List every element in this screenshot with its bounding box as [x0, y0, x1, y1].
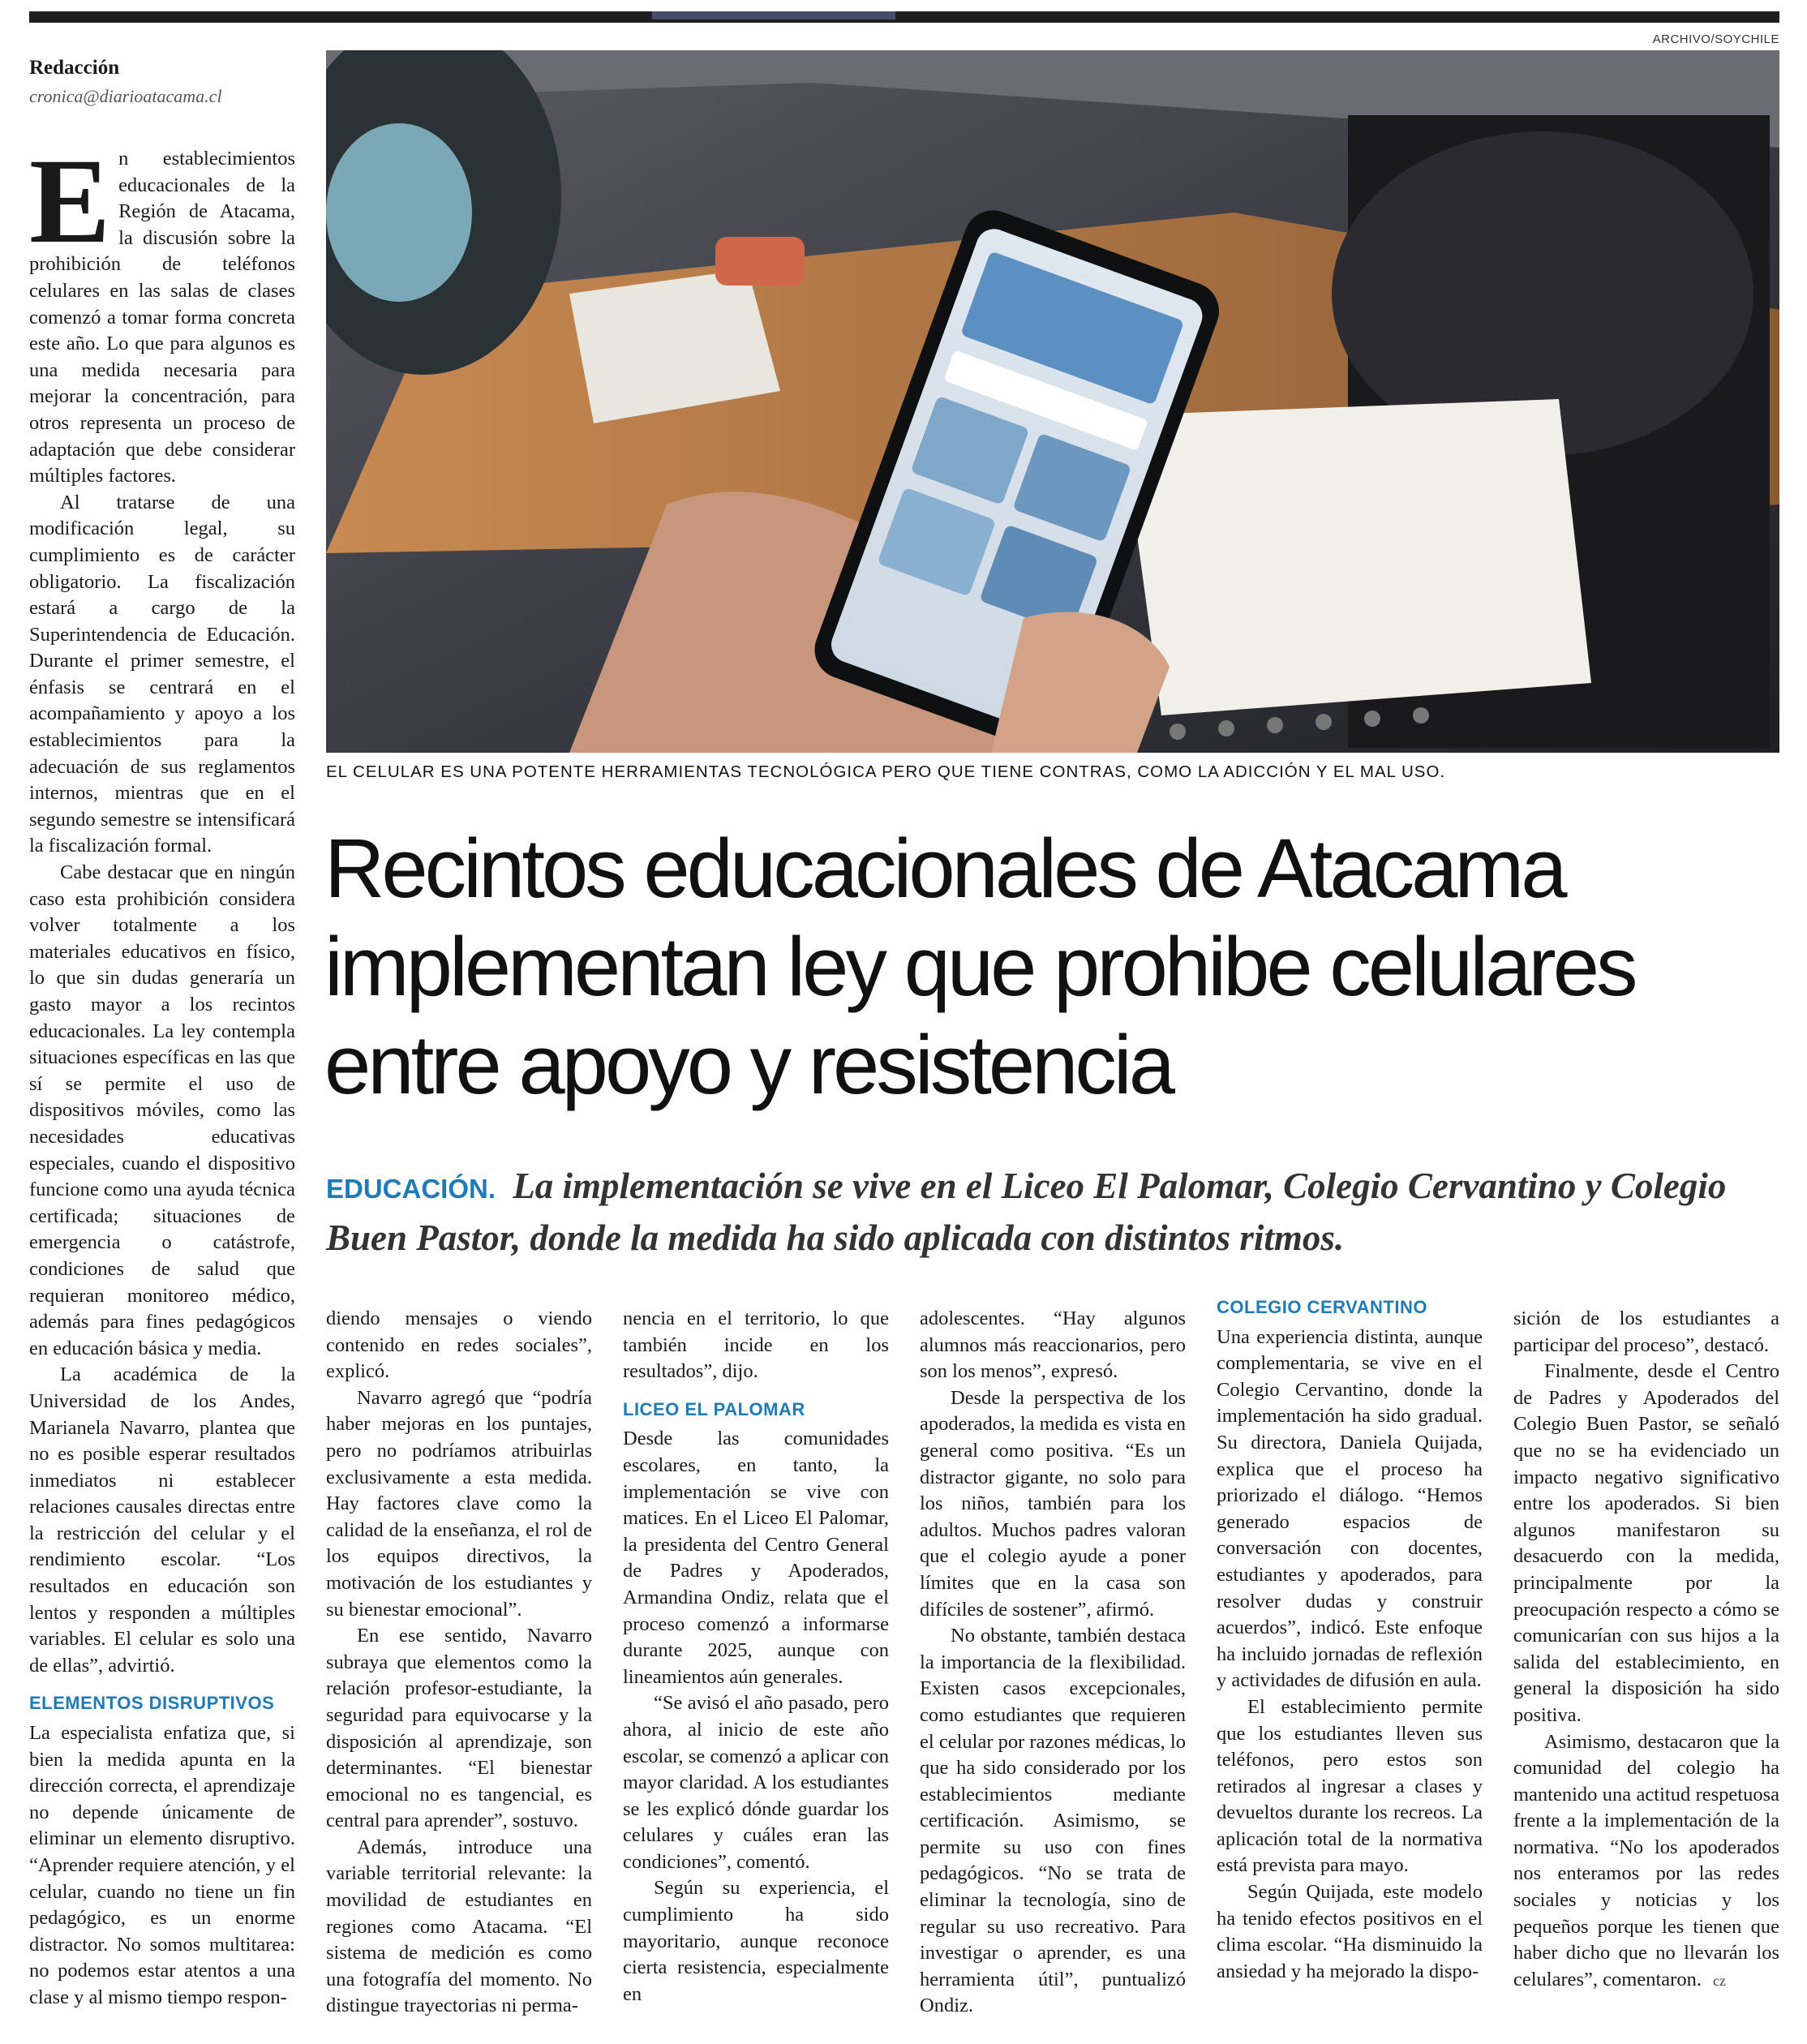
photo-illustration [326, 50, 1779, 753]
subhead-liceo-el-palomar: LICEO EL PALOMAR [623, 1398, 805, 1419]
photo-credit: ARCHIVO/SOYCHILE [1652, 32, 1779, 46]
article-photo [326, 50, 1779, 753]
byline-author: Redacción [29, 57, 120, 79]
lead-text: La implementación se vive en el Liceo El Palomar, Colegio Cervantino y Colegio Buen Pastor, donde la medida ha sido aplicada con distintos ritmos. [326, 1166, 1727, 1258]
body-paragraph: Desde la perspectiva de los apoderados, la medida es vista en general como positiva. “Es un distractor gigante, no solo para los niños, también para los adultos. Muchos padres valoran que el colegio ayude a poner límites que en la casa son difíciles de sostener”, afirmó. [920, 1386, 1186, 1621]
body-paragraph: Al tratarse de una modificación legal, su cumplimiento es de carácter obligatorio. La fiscalización estará a cargo de la Superintendencia de Educación. Durante el primer semestre, el énfasis se centrará en el acompañamiento y apoyo a los establecimientos para la adecuación de sus reglamentos internos, mientras que en el segundo semestre se intensificará la fiscalización formal. [29, 491, 295, 857]
body-paragraph: Además, introduce una variable territorial relevante: la movilidad de estudiantes en regiones como Atacama. “El sistema de medición es como una fotografía del momento. No distingue trayectorias ni perma- [326, 1836, 592, 2017]
end-mark: cz [1712, 1972, 1726, 1989]
byline-email: cronica@diarioatacama.cl [29, 86, 222, 106]
subhead-elementos-disruptivos: ELEMENTOS DISRUPTIVOS [29, 1693, 275, 1714]
body-paragraph: Según Quijada, este modelo ha tenido efectos positivos en el clima escolar. “Ha disminuido la ansiedad y ha mejorado la dispo- [1217, 1881, 1483, 1982]
article-column-3 [623, 1306, 889, 2008]
headline: Recintos educacionales de Atacama implementan ley que prohibe celulares entre apoyo y resistencia [324, 822, 1635, 1111]
body-paragraph [29, 134, 295, 490]
body-paragraph: Finalmente, desde el Centro de Padres y Apoderados del Colegio Buen Pastor, se señaló que no se ha evidenciado un impacto negativo significativo entre los apoderados. Si bien algunos manifestaron su desacuerdo con la medida, principalmente por la preocupación respecto a cómo se comunicarían con sus hijos a la salida del establecimiento, en general la disposición ha sido positiva. [1513, 1360, 1779, 1726]
lead-paragraph [326, 1162, 1778, 1262]
body-paragraph: El establecimiento permite que los estudiantes lleven sus teléfonos, pero estos son retirados al ingresar a clases y devueltos durante los recreos. La aplicación total de la normativa está prevista para mayo. [1217, 1695, 1483, 1877]
body-paragraph: No obstante, también destaca la importancia de la flexibilidad. Existen casos excepcionales, como estudiantes que requieren el celular por razones médicas, lo que ha sido considerado por los establecimientos mediante certificación. Asimismo, se permite su uso con fines pedagógicos. “No se trata de eliminar la tecnología, sino de regular su uso recreativo. Para investigar o aprender, es una herramienta útil”, puntualizó Ondiz. [920, 1625, 1186, 2017]
article-column-1 [29, 134, 295, 2012]
body-paragraph: Desde las comunidades escolares, en tanto, la implementación se vive con matices. En el Liceo El Palomar, la presidenta del Centro General de Padres y Apoderados, Armandina Ondiz, relata que el proceso comenzó a informarse durante 2025, aunque con lineamientos aún generales. [623, 1428, 889, 1688]
article-column-6 [1513, 1306, 1779, 1994]
body-paragraph: En ese sentido, Navarro subraya que elementos como la relación profesor-estudiante, la seguridad para equivocarse y la disposición al aprendizaje, son determinantes. “El bienestar emocional no es tangencial, es central para aprender”, sostuvo. [326, 1625, 592, 1832]
body-paragraph: diendo mensajes o viendo contenido en redes sociales”, explicó. [326, 1308, 592, 1383]
subhead-colegio-cervantino: COLEGIO CERVANTINO [1217, 1297, 1427, 1317]
body-paragraph: Según su experiencia, el cumplimiento ha sido mayoritario, aunque reconoce cierta resistencia, especialmente en [623, 1877, 889, 2005]
photo-caption: EL CELULAR ES UNA POTENTE HERRAMIENTAS TECNOLÓGICA PERO QUE TIENE CONTRAS, COMO LA ADICCIÓN Y EL MAL USO. [326, 762, 1446, 781]
lead-section-tag: EDUCACIÓN. [326, 1174, 496, 1204]
body-paragraph [1513, 1729, 1779, 1995]
body-paragraph: Navarro agregó que “podría haber mejoras en los puntajes, pero no podríamos atribuirlas exclusivamente a esta medida. Hay factores clave como la calidad de la enseñanza, el rol de los equipos directivos, la motivación de los estudiantes y su bienestar emocional”. [326, 1386, 592, 1621]
body-paragraph: La académica de la Universidad de los Andes, Marianela Navarro, plantea que no es posible esperar resultados inmediatos ni establecer relaciones causales directas entre la restricción del celular y el rendimiento escolar. “Los resultados en educación son lentos y responden a múltiples variables. El celular es solo una de ellas”, advirtió. [29, 1363, 295, 1677]
article-column-2 [326, 1306, 592, 2020]
article-column-4 [920, 1306, 1186, 2020]
body-paragraph: “Se avisó el año pasado, pero ahora, al inicio de este año escolar, se comenzó a aplicar con mayor claridad. A los estudiantes se les explicó dónde guardar los celulares y cuáles eran las condiciones”, comentó. [623, 1692, 889, 1873]
body-paragraph: nencia en el territorio, lo que también incide en los resultados”, dijo. [623, 1308, 889, 1383]
body-paragraph: sición de los estudiantes a participar del proceso”, destacó. [1513, 1308, 1779, 1356]
body-paragraph: La especialista enfatiza que, si bien la medida apunta en la dirección correcta, el aprendizaje no depende únicamente de eliminar un elemento disruptivo. “Aprender requiere atención, y el celular, cuando no tiene un fin pedagógico, es un enorme distractor. No somos multitarea: no podemos estar atentos a una clase y al mismo tiempo respon- [29, 1722, 295, 2008]
body-paragraph: Cabe destacar que en ningún caso esta prohibición considera volver totalmente a los materiales educativos en físico, lo que sin dudas generaría un gasto mayor a los recintos educacionales. La ley contempla situaciones específicas en las que sí se permite el uso de dispositivos móviles, como las necesidades educativas especiales, cuando el dispositivo funcione como una ayuda técnica certificada; situaciones de emergencia o catástrofe, condiciones de salud que requieran monitoreo médico, además para fines pedagógicos en educación básica y media. [29, 861, 295, 1359]
drop-cap: E [29, 134, 111, 268]
article-column-5 [1217, 1295, 1483, 1985]
body-text: n establecimientos educacionales de la Región de Atacama, la discusión sobre la prohibición de teléfonos celulares en las salas de clases comenzó a tomar forma concreta este año. Lo que para algunos es una medida necesaria para mejorar la concentración, para otros representa un proceso de adaptación que debe considerar múltiples factores. [29, 148, 295, 487]
top-photo-strip [652, 11, 895, 19]
top-rule [29, 11, 1779, 23]
body-paragraph: Una experiencia distinta, aunque complementaria, se vive en el Colegio Cervantino, donde la implementación ha sido gradual. Su directora, Daniela Quijada, explica que el proceso ha priorizado el diálogo. “Hemos generado espacios de conversación con docentes, estudiantes y apoderados, para resolver dudas y construir acuerdos”, indicó. Este enfoque ha incluido jornadas de reflexión y actividades de difusión en aula. [1217, 1325, 1483, 1692]
body-text: Asimismo, destacaron que la comunidad del colegio ha mantenido una actitud respetuosa frente a la implementación de la normativa. “No los apoderados nos enteramos por las redes sociales y noticias y los pequeños porque les tienen que haber dicho que no llevarán los celulares”, comentaron. [1513, 1730, 1779, 1990]
body-paragraph: adolescentes. “Hay algunos alumnos más reaccionarios, pero son los menos”, expresó. [920, 1308, 1186, 1383]
